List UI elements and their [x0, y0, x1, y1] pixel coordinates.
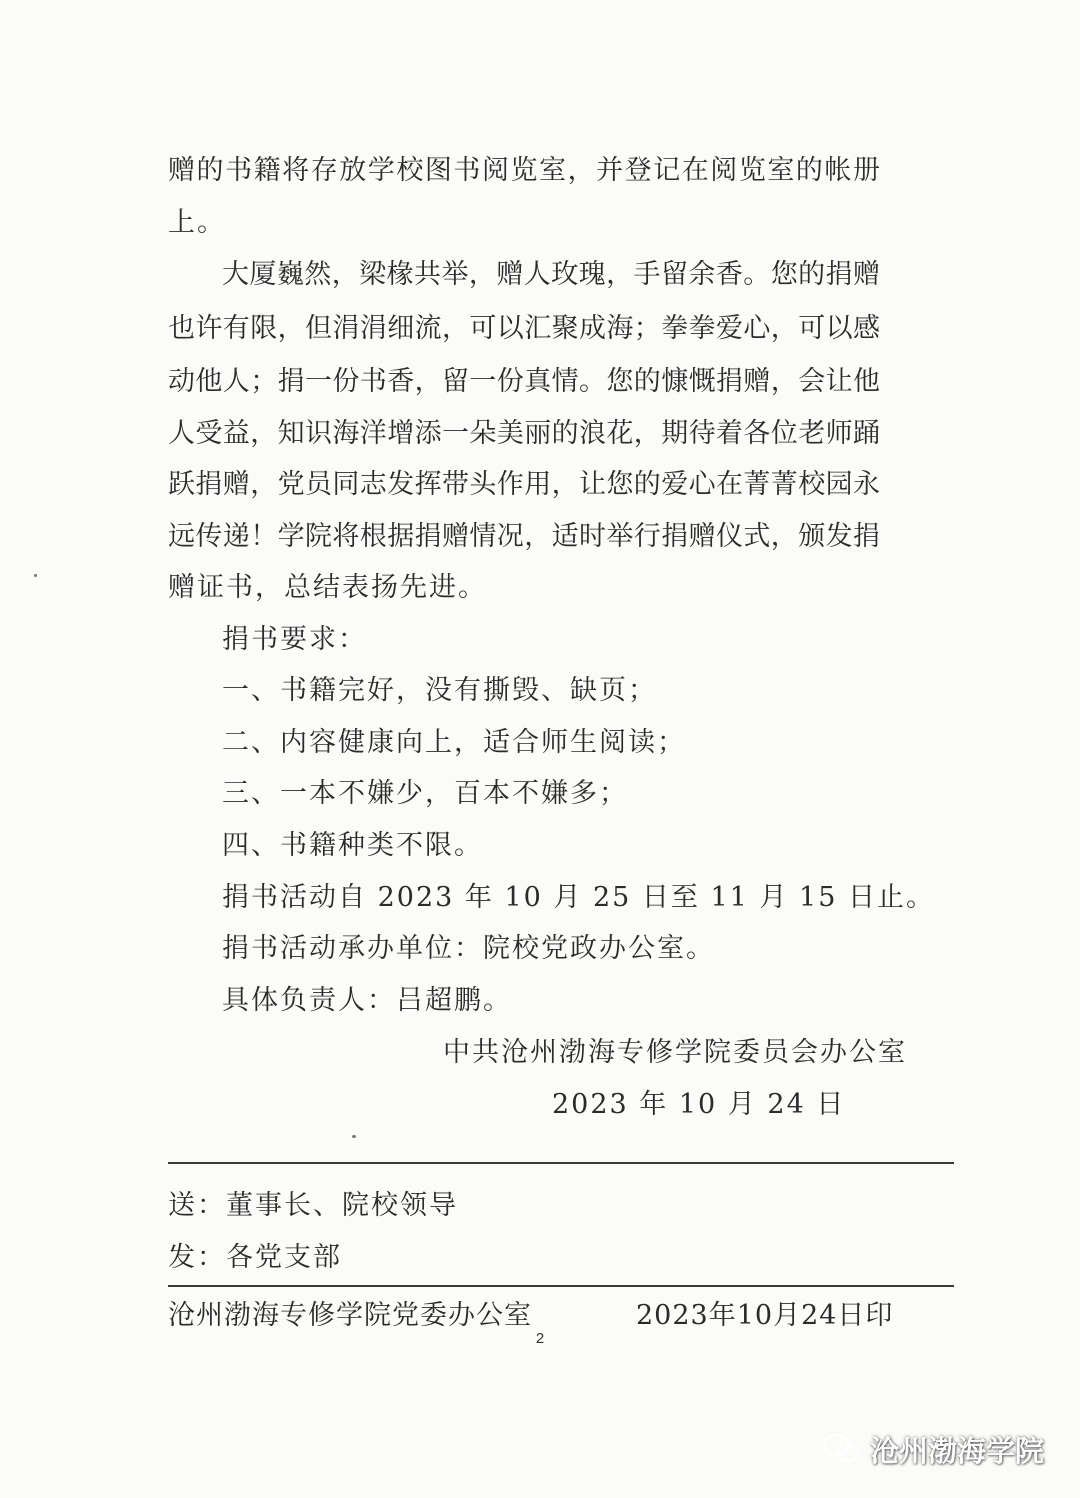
paragraph-2-line-7: 赠证书，总结表扬先进。 — [168, 572, 487, 603]
paragraph-2-line-5: 跃捐赠，党员同志发挥带头作用，让您的爱心在菁菁校园永 — [168, 469, 880, 500]
footer-print-date: 2023年10月24日印 — [636, 1300, 894, 1331]
paragraph-1-line-1: 赠的书籍将存放学校图书阅览室，并登记在阅览室的帐册 — [168, 155, 880, 186]
page-number: 2 — [535, 1330, 545, 1347]
activity-period: 捐书活动自 2023 年 10 月 25 日至 11 月 15 日止。 — [222, 882, 935, 913]
issue-to-line: 发：各党支部 — [168, 1242, 342, 1273]
footer-office: 沧州渤海专修学院党委办公室 — [168, 1300, 532, 1331]
watermark-text: 沧州渤海学院 — [869, 1433, 1044, 1468]
requirement-item-1: 一、书籍完好，没有撕毁、缺页； — [222, 675, 657, 706]
requirement-item-4: 四、书籍种类不限。 — [222, 830, 483, 861]
activity-contact: 具体负责人：吕超鹏。 — [222, 985, 512, 1016]
scan-speck — [34, 574, 37, 577]
send-to-line: 送：董事长、院校领导 — [168, 1190, 458, 1221]
requirement-item-2: 二、内容健康向上，适合师生阅读； — [222, 727, 686, 758]
paragraph-2-line-6: 远传递！学院将根据捐赠情况，适时举行捐赠仪式，颁发捐 — [168, 521, 880, 552]
requirements-heading: 捐书要求： — [222, 624, 367, 655]
divider-middle — [168, 1285, 954, 1287]
requirement-item-3: 三、一本不嫌少，百本不嫌多； — [222, 778, 628, 809]
paragraph-1-line-2: 上。 — [168, 207, 226, 238]
divider-top — [168, 1162, 954, 1164]
wechat-icon — [822, 1432, 862, 1466]
paragraph-2-line-3: 动他人；捐一份书香，留一份真情。您的慷慨捐赠，会让他 — [168, 366, 880, 397]
paragraph-2-line-4: 人受益，知识海洋增添一朵美丽的浪花，期待着各位老师踊 — [168, 418, 880, 449]
signature-date: 2023 年 10 月 24 日 — [552, 1089, 846, 1120]
paragraph-2-line-1: 大厦巍然，梁椽共举，赠人玫瑰，手留余香。您的捐赠 — [222, 259, 880, 290]
scan-speck — [352, 1135, 356, 1138]
activity-organizer: 捐书活动承办单位：院校党政办公室。 — [222, 933, 715, 964]
watermark — [822, 1424, 1044, 1474]
paragraph-2-line-2: 也许有限，但涓涓细流，可以汇聚成海；拳拳爱心，可以感 — [168, 313, 880, 344]
signature-org: 中共沧州渤海专修学院委员会办公室 — [443, 1037, 907, 1068]
